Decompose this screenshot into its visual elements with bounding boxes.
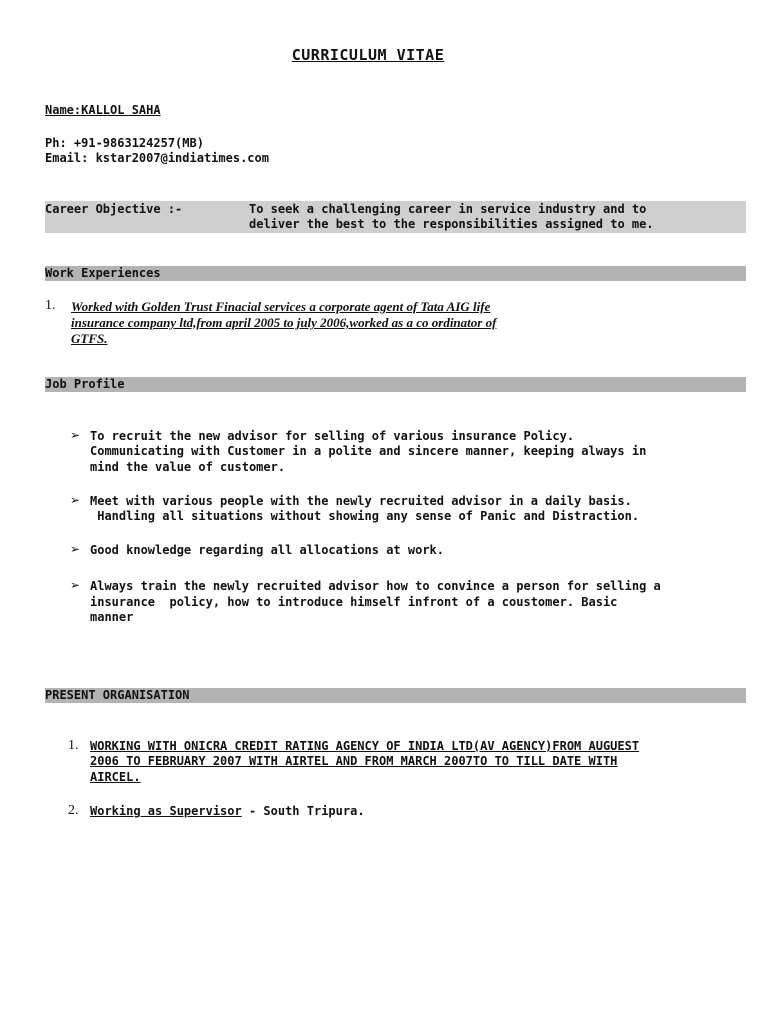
job-profile-bullet-1-line-3: mind the value of customer. — [90, 460, 286, 474]
career-objective-line-1: To seek a challenging career in service industry and to — [249, 202, 647, 216]
arrow-bullet-icon: ➢ — [70, 542, 81, 556]
email-line: Email: kstar2007@indiatimes.com — [45, 151, 269, 165]
career-objective-label: Career Objective :- — [45, 202, 183, 216]
present-org-item-1-number: 1. — [68, 738, 79, 753]
present-org-item-2-rest: - South Tripura. — [241, 804, 365, 818]
career-objective-line-2: deliver the best to the responsibilities assigned to me. — [249, 217, 654, 231]
present-org-item-1-line-1: WORKING WITH ONICRA CREDIT RATING AGENCY OF INDIA LTD(AV AGENCY)FROM AUGUEST — [90, 739, 640, 753]
arrow-bullet-icon: ➢ — [70, 428, 81, 442]
present-org-item-1-line-3: AIRCEL. — [90, 770, 141, 784]
present-org-item-2-role: Working as Supervisor — [90, 804, 242, 818]
work-experience-line-2: insurance company ltd,from april 2005 to july 2006,worked as a co ordinator of — [71, 315, 497, 330]
work-experiences-heading: Work Experiences — [45, 266, 161, 280]
job-profile-bullet-2-line-2: Handling all situations without showing any sense of Panic and Distraction. — [90, 509, 640, 523]
present-org-item-2 — [90, 804, 365, 820]
job-profile-bullet-4-line-2: insurance policy, how to introduce himself infront of a coustomer. Basic — [90, 595, 618, 609]
arrow-bullet-icon: ➢ — [70, 578, 81, 592]
phone-line: Ph: +91-9863124257(MB) — [45, 136, 204, 150]
present-organisation-heading: PRESENT ORGANISATION — [45, 688, 190, 702]
job-profile-bullet-2-line-1: Meet with various people with the newly recruited advisor in a daily basis. — [90, 494, 632, 508]
job-profile-bullet-3-line-1: Good knowledge regarding all allocations at work. — [90, 543, 445, 557]
document-title: CURRICULUM VITAE — [291, 46, 445, 64]
job-profile-bullet-1-line-1: To recruit the new advisor for selling of various insurance Policy. — [90, 429, 575, 443]
work-experience-number: 1. — [45, 298, 56, 313]
work-experience-line-1: Worked with Golden Trust Finacial services a corporate agent of Tata AIG life — [71, 299, 491, 314]
present-org-item-2-number: 2. — [68, 803, 79, 818]
name-line: Name:KALLOL SAHA — [45, 103, 161, 117]
job-profile-bullet-4-line-3: manner — [90, 610, 134, 624]
arrow-bullet-icon: ➢ — [70, 493, 81, 507]
present-org-item-1-line-2: 2006 TO FEBRUARY 2007 WITH AIRTEL AND FROM MARCH 2007TO TO TILL DATE WITH — [90, 754, 618, 768]
job-profile-bullet-1-line-2: Communicating with Customer in a polite and sincere manner, keeping always in — [90, 444, 647, 458]
job-profile-bullet-4-line-1: Always train the newly recruited advisor how to convince a person for selling a — [90, 579, 661, 593]
job-profile-heading: Job Profile — [45, 377, 125, 391]
job-profile-heading-band — [45, 377, 746, 392]
work-experience-line-3: GTFS. — [71, 331, 108, 346]
